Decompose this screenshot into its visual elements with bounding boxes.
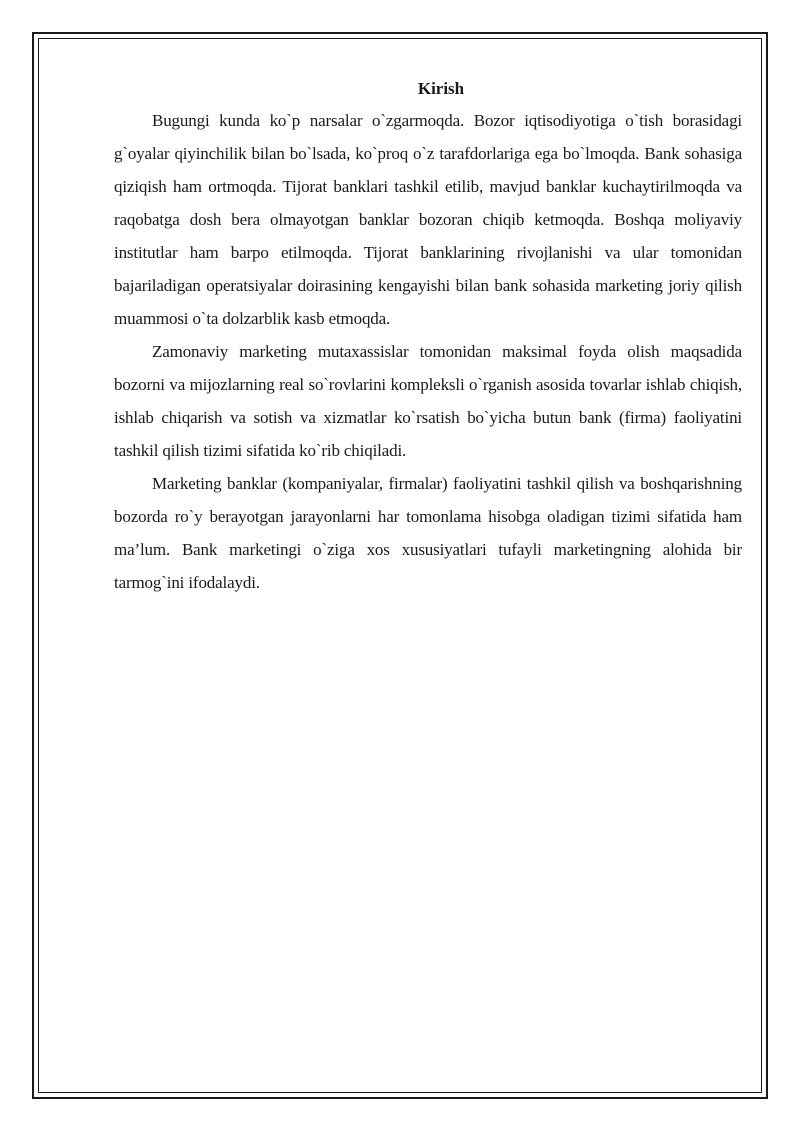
document-body [114, 74, 742, 599]
paragraph-2: Zamonaviy marketing mutaxassislar tomonidan maksimal foyda olish maqsadida bozorni va mijozlarning real so`rovlarini kompleksli o`rganish asosida tovarlar ishlab chiqish, ishlab chiqarish va sotish va xizmatlar ko`rsatish bo`yicha butun bank (firma) faoliyatini tashkil qilish tizimi sifatida ko`rib chiqiladi. [114, 342, 742, 460]
document-title: Kirish [417, 79, 465, 98]
paragraph-1: Bugungi kunda ko`p narsalar o`zgarmoqda. Bozor iqtisodiyotiga o`tish borasidagi g`oyalar qiyinchilik bilan bo`lsada, ko`proq o`z tarafdorlariga ega bo`lmoqda. Bank sohasiga qiziqish ham ortmoqda. Tijorat banklari tashkil etilib, mavjud banklar kuchaytirilmoqda va raqobatga dosh bera olmayotgan banklar bozoran chiqib ketmoqda. Boshqa moliyaviy institutlar ham barpo etilmoqda. Tijorat banklarining rivojlanishi va ular tomonidan bajariladigan operatsiyalar doirasining kengayishi bilan bank sohasida marketing joriy qilish muammosi o`ta dolzarblik kasb etmoqda. [114, 111, 742, 328]
paragraph-3: Marketing banklar (kompaniyalar, firmalar) faoliyatini tashkil qilish va boshqarishning bozorda ro`y berayotgan jarayonlarni har tomonlama hisobga oladigan tizimi sifatida ham ma’lum. Bank marketingi o`ziga xos xususiyatlari tufayli marketingning alohida bir tarmog`ini ifodalaydi. [114, 474, 742, 592]
